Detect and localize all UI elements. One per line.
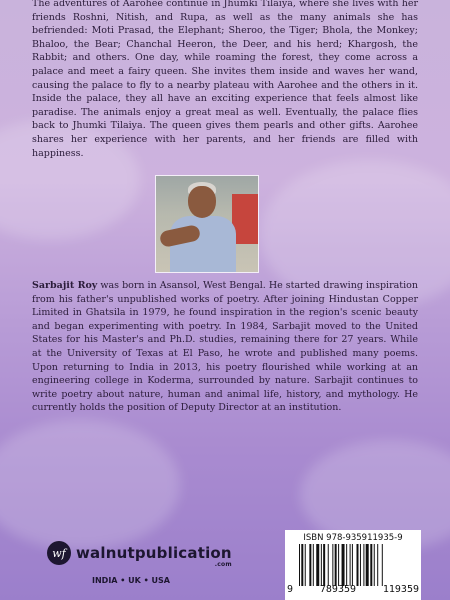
barcode-bar <box>366 544 369 586</box>
author-name: Sarbajit Roy <box>32 280 98 291</box>
author-bio <box>32 279 418 415</box>
barcode-bar <box>370 544 372 586</box>
barcode-bar <box>301 544 303 586</box>
barcode-bar <box>309 544 311 586</box>
barcode-digit-group-right: 119359 <box>382 584 419 595</box>
publisher-countries: INDIA • UK • USA <box>92 576 170 585</box>
publisher-name <box>76 544 232 568</box>
publisher-logo-icon: wf <box>47 541 71 565</box>
barcode-bar <box>352 544 353 586</box>
publisher-logo <box>47 541 232 568</box>
barcode-bar <box>323 544 325 586</box>
author-bio-text: was born in Asansol, West Bengal. He started drawing inspiration from his father's unpublished works of poetry. After joining Hindustan Copper Limited in Ghatsila in 1979, he found inspiration in the region's scenic beauty and began experimenting with poetry. In 1984, Sarbajit moved to the United States for his Master's and Ph.D. studies, remaining there for 27 years. While at the University of Texas at El Paso, he wrote and published many poems. Upon returning to India in 2013, his poetry flourished while working at an engineering college in Koderma, surrounded by nature. Sarbajit continues to write poetry about nature, human and animal life, history, and mythology. He currently holds the position of Deputy Director at an institution. <box>32 280 418 414</box>
barcode-bars <box>299 544 417 586</box>
barcode-bar <box>299 544 300 586</box>
barcode-bar <box>346 544 347 586</box>
book-blurb: The adventures of Aarohee continue in Jhumki Tilaiya, where she lives with her friends Roshni, Nitish, and Rupa, as well as the many animals she has befriended: Moti Prasad, the Elephant; Sheroo, the Tiger; Bhola, the Monkey; Bhaloo, the Bear; Chanchal Heeron, the Deer, and his herd; Khargosh, the Rabbit; and others. One day, while roaming the forest, they come across a palace and meet a fairy queen. She invites them inside and waves her wand, causing the palace to fly to a nearby plateau with Aarohee and the others in it. Inside the palace, they all have an exciting experience that feels almost like paradise. The animals enjoy a great meal as well. Eventually, the palace flies back to Jhumki Tilaiya. The queen gives them pearls and other gifts. Aarohee shares her experience with her parents, and her friends are filled with happiness. <box>32 0 418 159</box>
barcode-bar <box>338 544 339 586</box>
barcode-digit-group-left: 789359 <box>319 584 357 595</box>
barcode-bar <box>305 544 306 586</box>
barcode-bar <box>350 544 351 586</box>
barcode-bar <box>342 544 345 586</box>
barcode-bar <box>382 544 383 586</box>
barcode-bar <box>335 544 337 586</box>
barcode-bar <box>374 544 375 586</box>
barcode-bar <box>357 544 359 586</box>
barcode-bar <box>363 544 364 586</box>
barcode-bar <box>313 544 314 586</box>
isbn-label: ISBN 978-935911935-9 <box>303 533 403 543</box>
background-cloud <box>0 420 180 550</box>
barcode-bar <box>321 544 322 586</box>
barcode-bar <box>328 544 329 586</box>
barcode-digit-prefix: 9 <box>287 584 294 595</box>
publisher-domain: .com <box>214 561 232 568</box>
barcode-digits <box>287 584 419 595</box>
barcode-bar <box>377 544 378 586</box>
barcode-bar <box>360 544 361 586</box>
barcode <box>285 530 421 600</box>
barcode-bar <box>316 544 319 586</box>
barcode-bar <box>332 544 333 586</box>
publisher-name-text: walnutpublication <box>76 544 232 562</box>
author-photo <box>155 175 259 273</box>
